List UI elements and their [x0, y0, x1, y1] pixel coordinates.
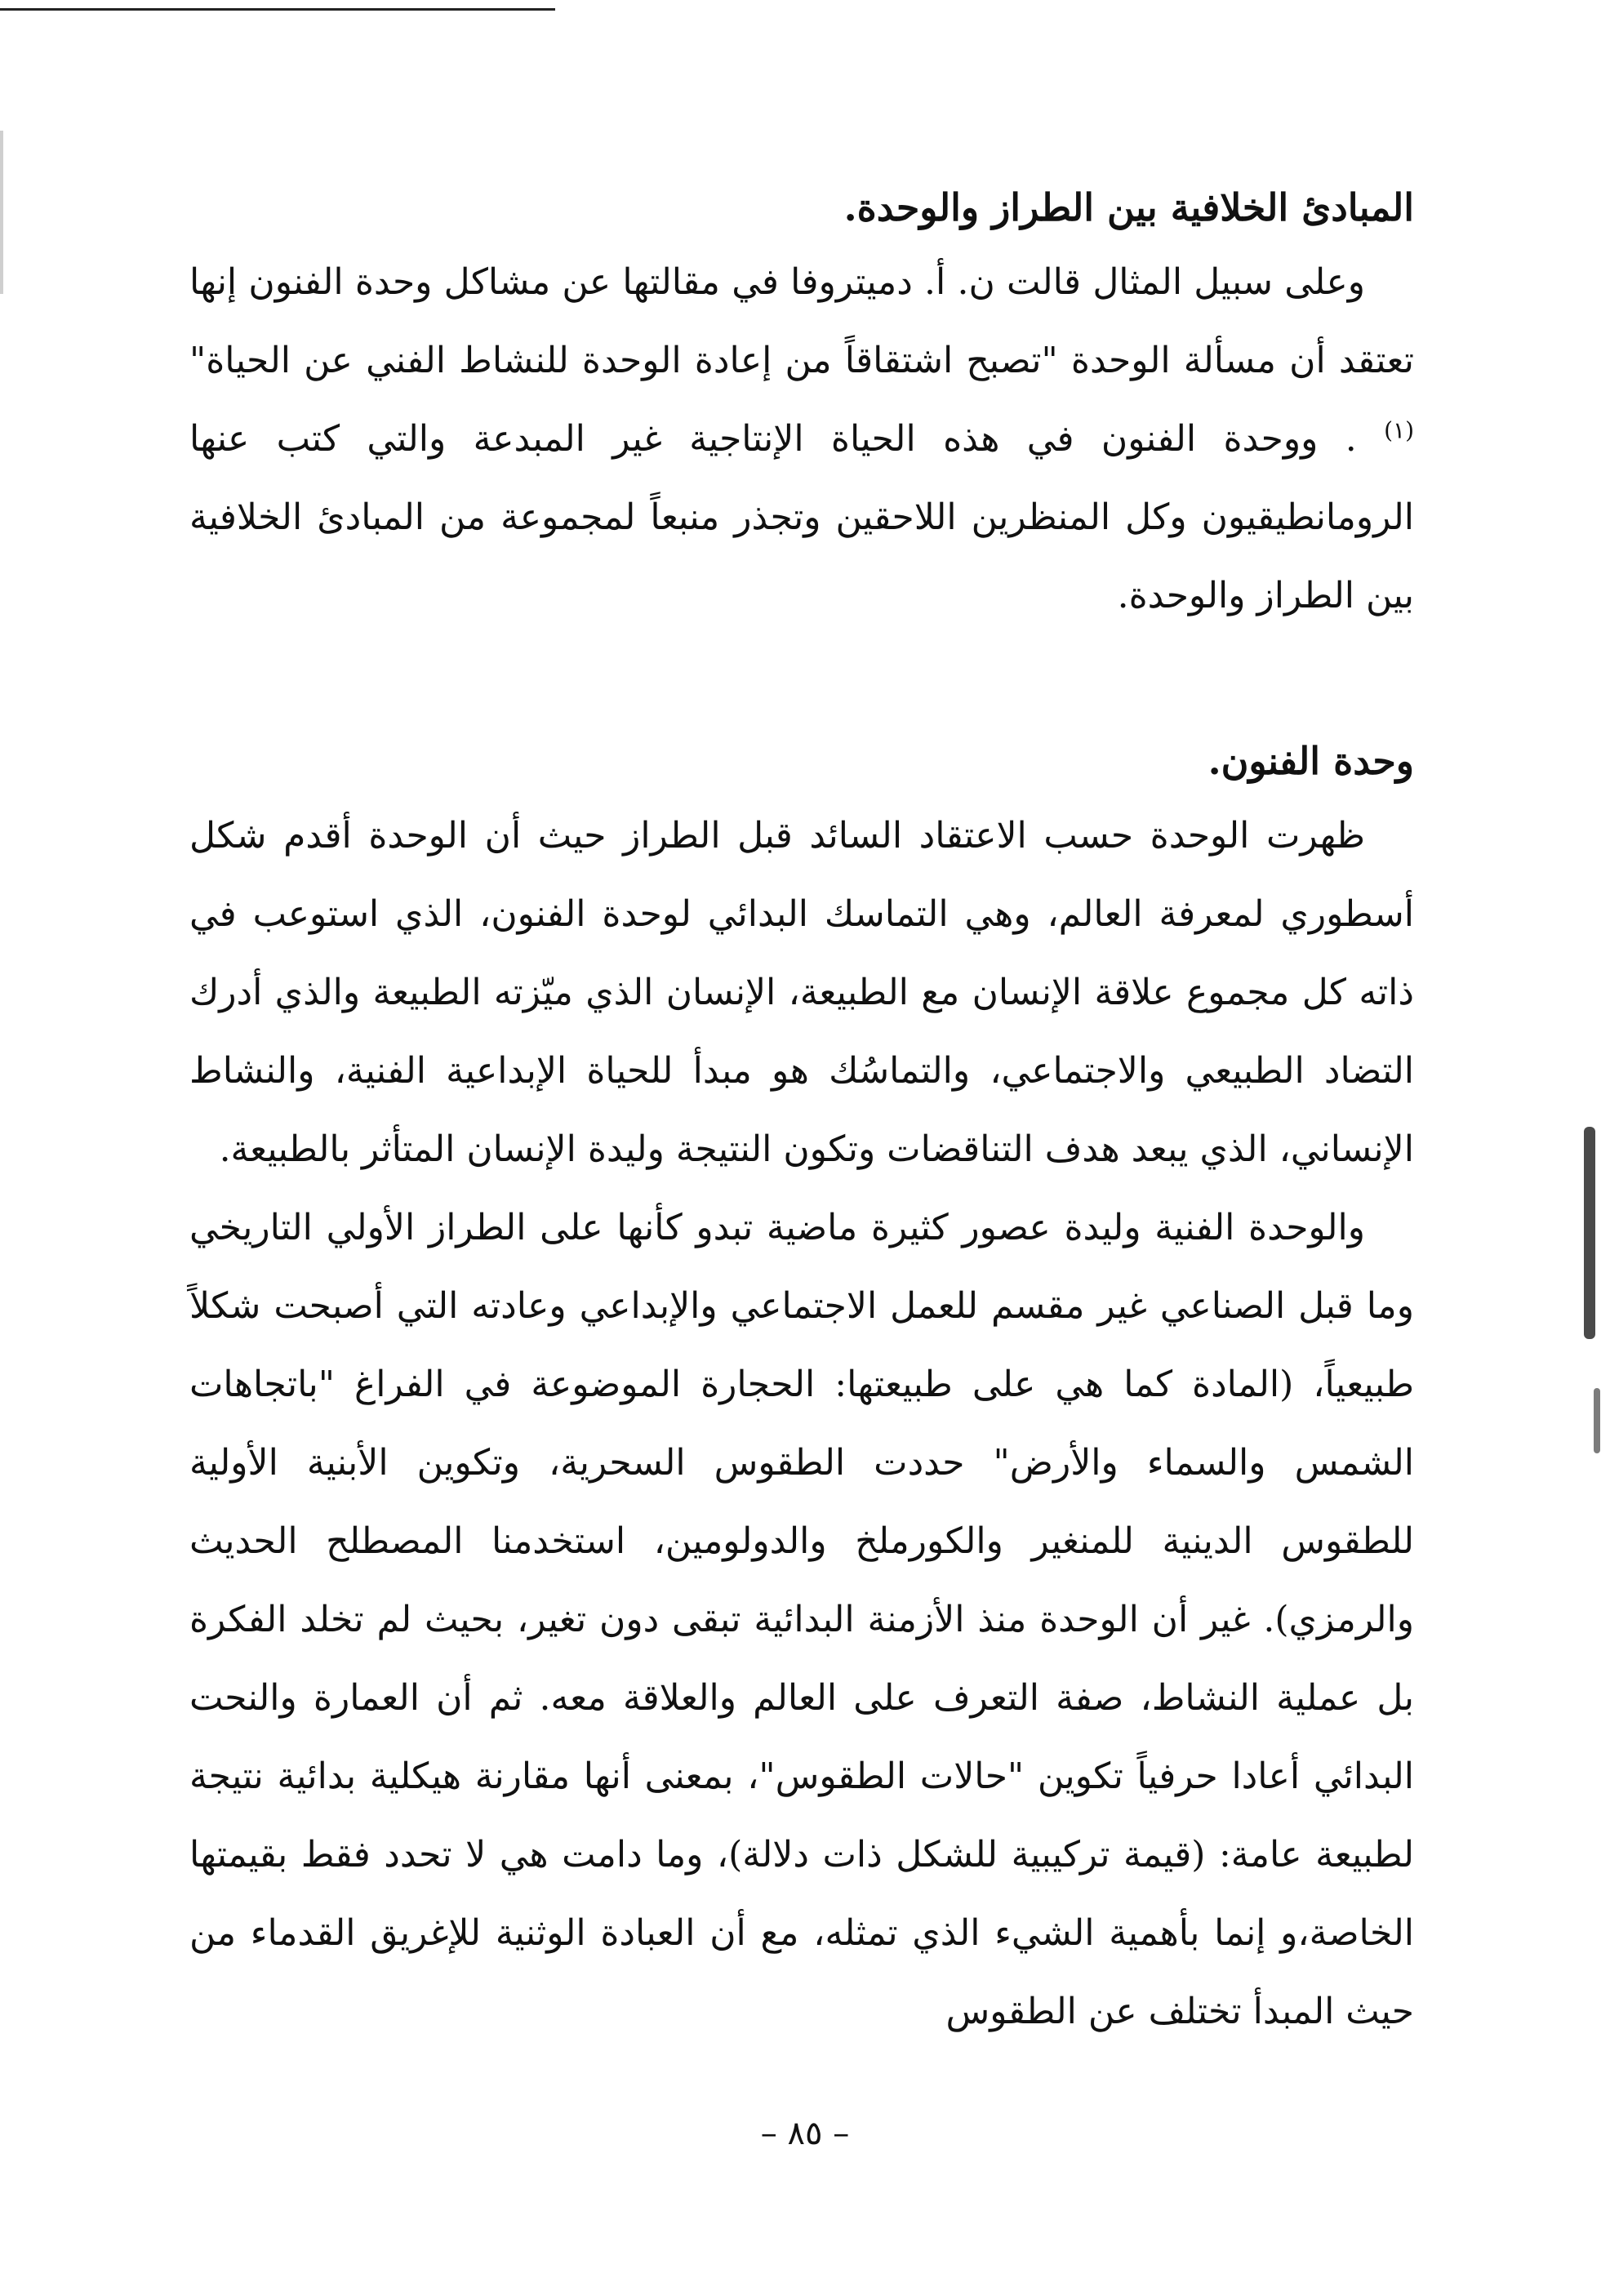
paragraph-text: وعلى سبيل المثال قالت ن. أ. دميتروفا في مقالتها عن مشاكل وحدة الفنون إنها تعتقد أن مسألة الوحدة "تصبح اشتقاقاً من إعادة الوحدة للنشاط الفني عن الحياة"	[189, 261, 1414, 381]
footnote-reference: (١)	[1384, 416, 1414, 444]
section-heading: المبادئ الخلافية بين الطراز والوحدة.	[843, 185, 1414, 229]
section-spacer	[189, 635, 1414, 725]
paragraph: ظهرت الوحدة حسب الاعتقاد السائد قبل الطراز حيث أن الوحدة أقدم شكل أسطوري لمعرفة العالم، وهي التماسك البدائي لوحدة الفنون، الذي استوعب في ذاته كل مجموع علاقة الإنسان مع الطبيعة، الإنسان الذي ميّزته الطبيعة والذي أدرك التضاد الطبيعي والاجتماعي، والتماسُك هو مبدأ للحياة الإبداعية الفنية، والنشاط الإنساني، الذي يبعد هدف التناقضات وتكون النتيجة وليدة الإنسان المتأثر بالطبيعة.	[189, 815, 1414, 1170]
scan-edge-mark	[1584, 1127, 1595, 1339]
paragraph	[189, 243, 1414, 635]
scan-edge-mark	[1594, 1388, 1600, 1453]
section-heading: وحدة الفنون.	[1208, 739, 1414, 783]
page-number: – ٨٥ –	[760, 2115, 850, 2152]
paragraph: والوحدة الفنية وليدة عصور كثيرة ماضية تبدو كأنها على الطراز الأولي التاريخي وما قبل الصناعي غير مقسم للعمل الاجتماعي والإبداعي وعادته التي أصبحت شكلاً طبيعياً، (المادة كما هي على طبيعتها: الحجارة الموضوعة في الفراغ "باتجاهات الشمس والسماء والأرض" حددت الطقوس السحرية، وتكوين الأبنية الأولية للطقوس الدينية للمنغير والكورملخ والدولومين، استخدمنا المصطلح الحديث والرمزي). غير أن الوحدة منذ الأزمنة البدائية تبقى دون تغير، بحيث لم تخلد الفكرة بل عملية النشاط، صفة التعرف على العالم والعلاقة معه. ثم أن العمارة والنحت البدائي أعادا حرفياً تكوين "حالات الطقوس"، بمعنى أنها مقارنة هيكلية بدائية نتيجة لطبيعة عامة: (قيمة تركيبية للشكل ذات دلالة)، وما دامت هي لا تحدد فقط بقيمتها الخاصة،و إنما بأهمية الشيء الذي تمثله، مع أن العبادة الوثنية للإغريق القدماء من حيث المبدأ تختلف عن الطقوس	[189, 1207, 1414, 2032]
scan-edge-mark	[0, 131, 3, 294]
top-border-line	[0, 8, 555, 11]
paragraph-text: . ووحدة الفنون في هذه الحياة الإنتاجية غير المبدعة والتي كتب عنها الرومانطيقيون وكل المنظرين اللاحقين وتجذر منبعاً لمجموعة من المبادئ الخلافية بين الطراز والوحدة.	[189, 418, 1414, 616]
page-body	[189, 171, 1414, 2051]
